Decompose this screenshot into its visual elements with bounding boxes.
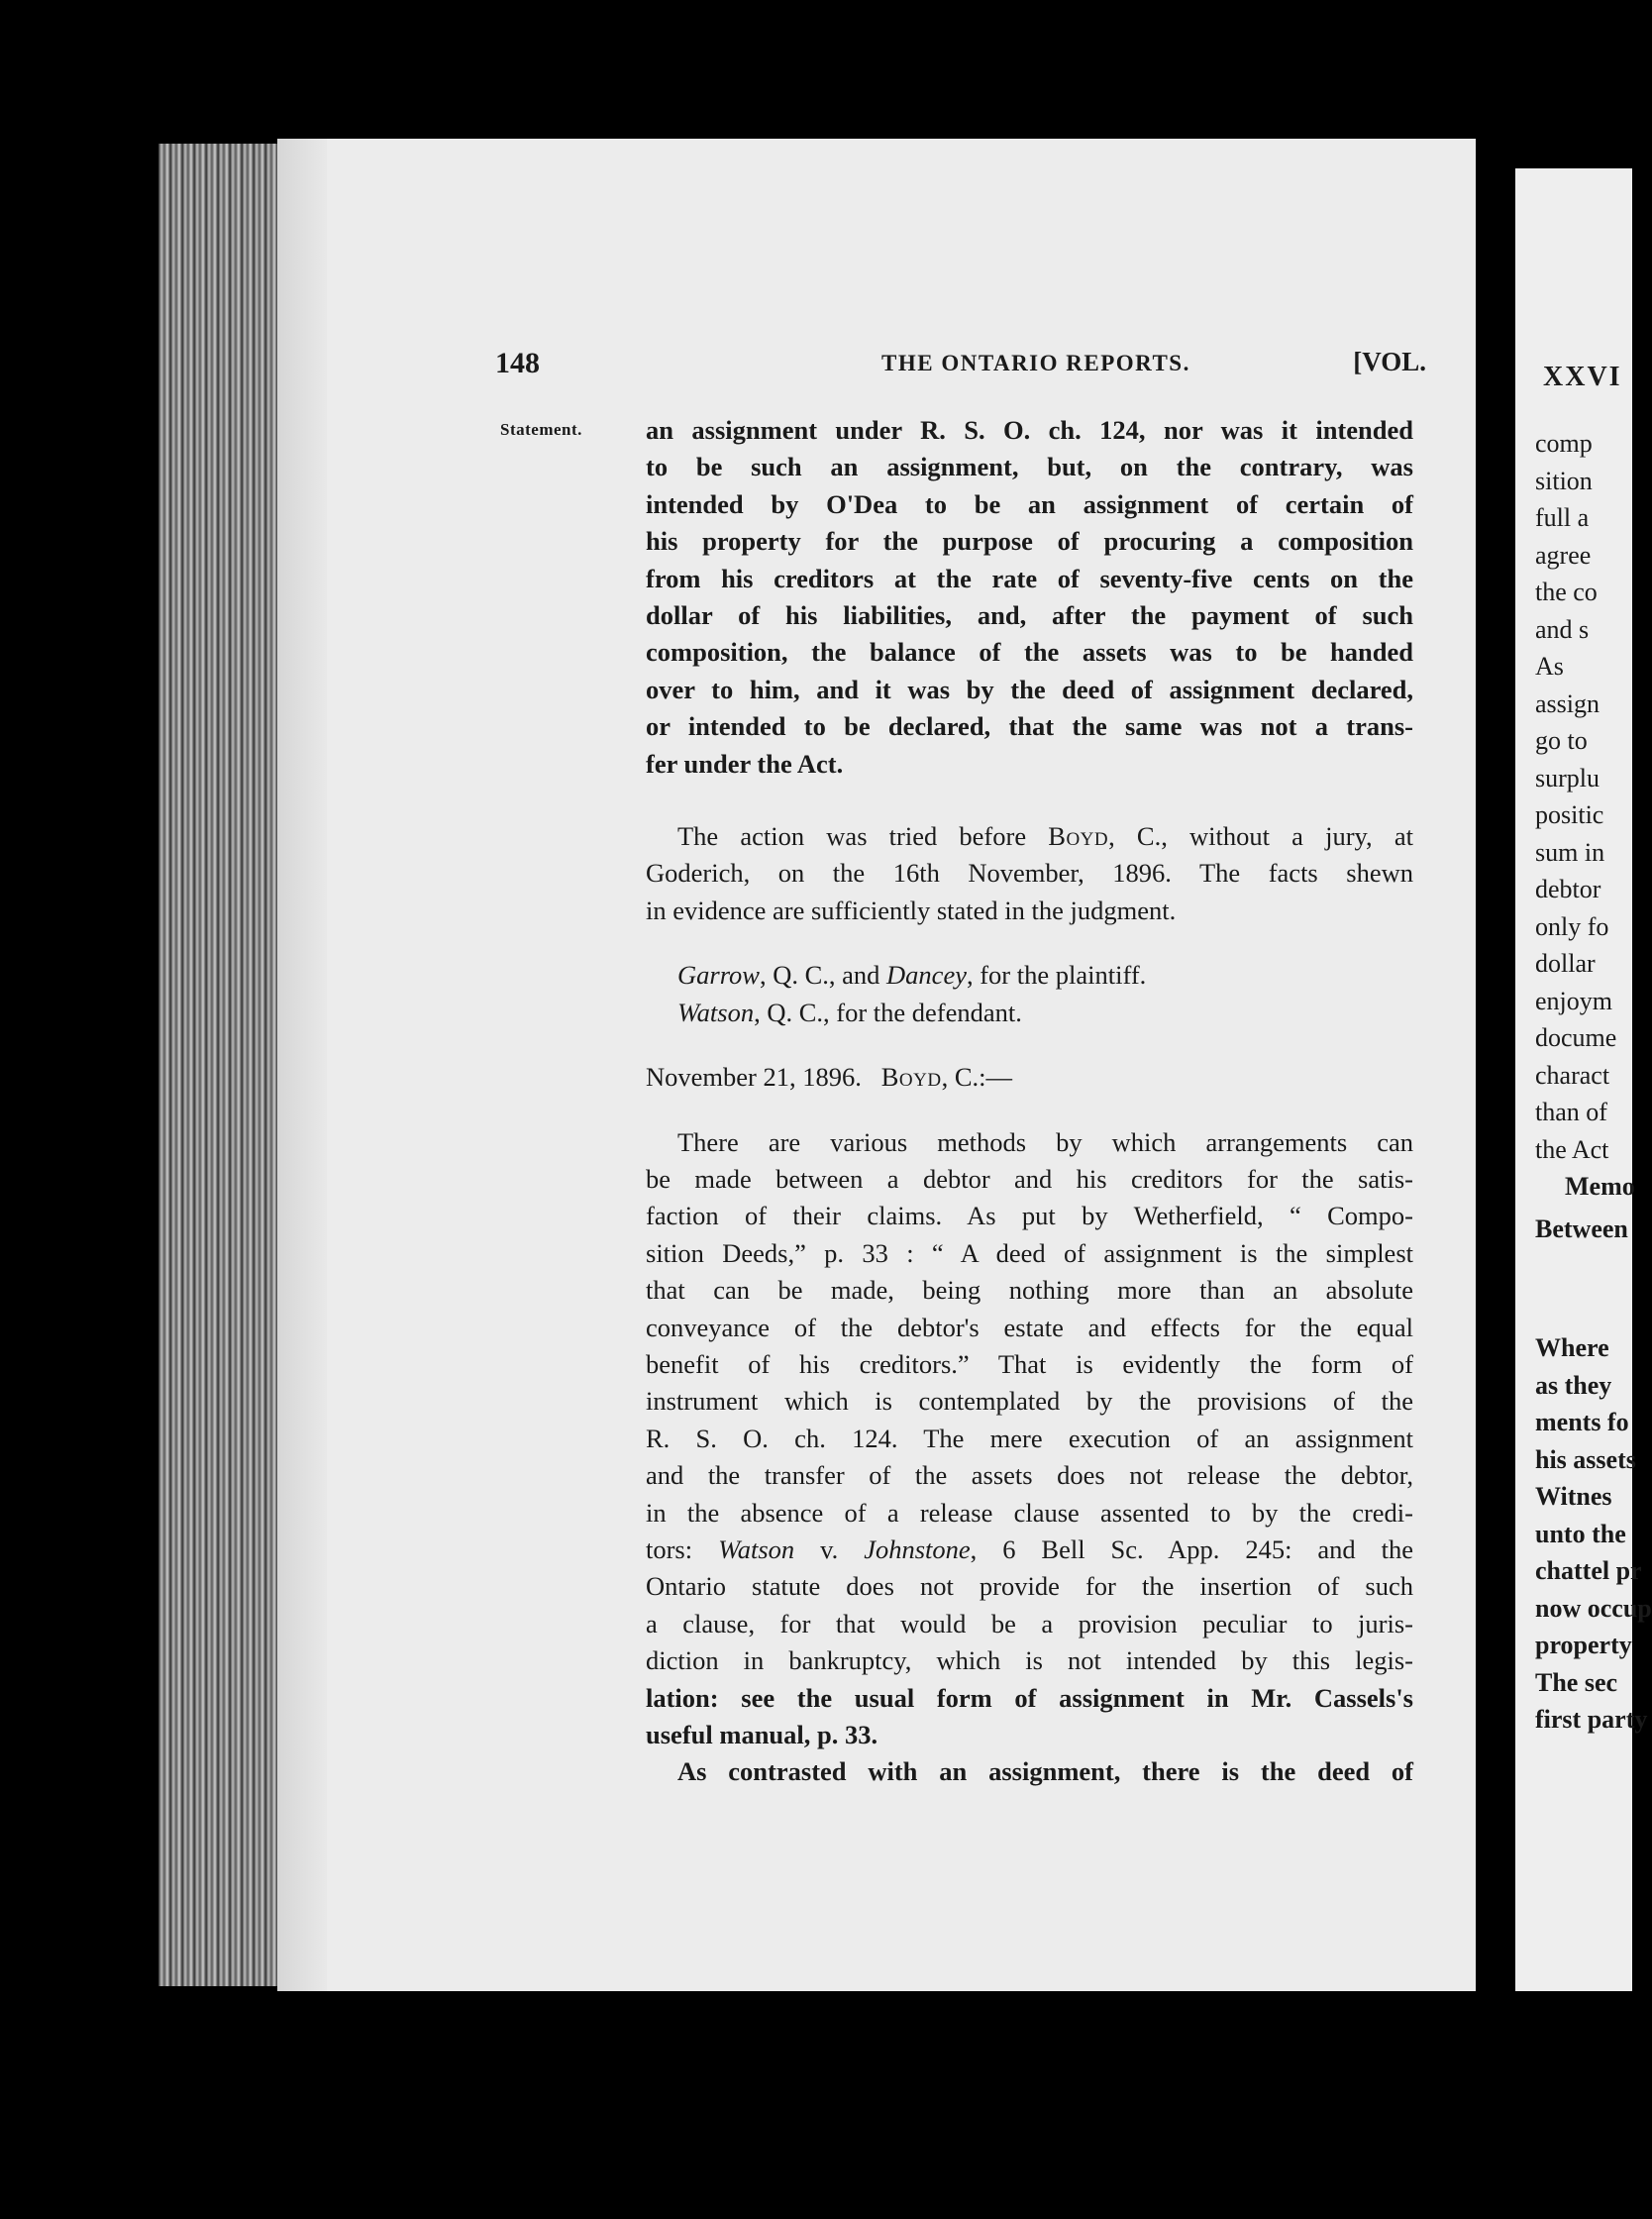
text-line: an assignment under R. S. O. ch. 124, nor was it intended <box>646 415 1413 445</box>
facing-page-line: the co <box>1535 578 1598 606</box>
judgment-paragraph <box>646 1124 1413 1754</box>
text-line: Ontario statute does not provide for the insertion of such <box>646 1571 1413 1602</box>
facing-page-line: docume <box>1535 1023 1617 1052</box>
facing-page-line: Witnes <box>1535 1482 1612 1511</box>
trial-paragraph <box>646 818 1413 929</box>
text-line: to be such an assignment, but, on the contrary, was <box>646 452 1413 482</box>
facing-page-line: debtor <box>1535 875 1601 903</box>
facing-page-line: Where <box>1535 1333 1609 1362</box>
text-line: in evidence are sufficiently stated in the judgment. <box>646 895 1177 925</box>
facing-page-line: as they <box>1535 1370 1612 1400</box>
text-line: fer under the Act. <box>646 748 844 779</box>
page-body <box>646 412 1413 1791</box>
facing-page-line: only fo <box>1535 911 1609 941</box>
facing-page-line: his assets <box>1535 1444 1636 1474</box>
text-line: There are various methods by which arrangements can <box>677 1126 1413 1157</box>
text-line: intended by O'Dea to be an assignment of certain of <box>646 488 1413 519</box>
volume-label: [VOL. <box>1353 347 1426 376</box>
facing-page <box>1515 168 1652 1991</box>
text-line: or intended to be declared, that the same was not a trans- <box>646 711 1413 742</box>
facing-page-line: positic <box>1535 800 1604 829</box>
text-line: faction of their claims. As put by Wetherfield, “ Compo- <box>646 1201 1413 1231</box>
text-line: from his creditors at the rate of seventy-five cents on the <box>646 563 1413 593</box>
facing-page-line: comp <box>1535 429 1593 458</box>
facing-page-line: than of <box>1535 1098 1607 1126</box>
facing-page-line: dollar <box>1535 949 1596 978</box>
facing-page-line: surplu <box>1535 763 1600 792</box>
text-line: sition Deeds,” p. 33 : “ A deed of assignment is the simplest <box>646 1237 1413 1268</box>
text-line: R. S. O. ch. 124. The mere execution of an assignment <box>646 1423 1413 1453</box>
page-number: 148 <box>495 347 540 379</box>
text-line: and the transfer of the assets does not release the debtor, <box>646 1460 1413 1491</box>
facing-page-line: go to <box>1535 726 1588 755</box>
text-line: that can be made, being nothing more than an absolute <box>646 1275 1413 1306</box>
text-line: instrument which is contemplated by the provisions of the <box>646 1386 1413 1417</box>
facing-page-line: The sec <box>1535 1667 1618 1697</box>
text-line: composition, the balance of the assets was to be handed <box>646 637 1413 668</box>
text-line: in the absence of a release clause assented to by the credi- <box>646 1497 1413 1528</box>
facing-page-line: full a <box>1535 503 1590 532</box>
facing-page-line: chattel pr <box>1535 1556 1642 1585</box>
counsel-block <box>646 957 1413 1031</box>
facing-page-line: Between <box>1535 1215 1628 1243</box>
running-head: THE ONTARIO REPORTS. <box>881 351 1190 375</box>
facing-page-line: charact <box>1535 1060 1610 1090</box>
text-line: be made between a debtor and his creditors for the satis- <box>646 1163 1413 1194</box>
text-line: diction in bankruptcy, which is not intended by this legis- <box>646 1645 1413 1676</box>
text-line: a clause, for that would be a provision peculiar to juris- <box>646 1608 1413 1638</box>
text-line: useful manual, p. 33. <box>646 1720 878 1749</box>
text-line: lation: see the usual form of assignment in Mr. Cassels's <box>646 1682 1413 1713</box>
facing-page-line: assign <box>1535 688 1600 718</box>
facing-page-line: now occup <box>1535 1593 1652 1623</box>
facing-page-line: property <box>1535 1631 1632 1659</box>
text-line: The action was tried before Boyd, C., without a jury, at <box>677 821 1413 852</box>
page-header <box>495 347 1426 390</box>
counsel-plaintiff: Garrow, Q. C., and Dancey, for the plaintiff. <box>677 960 1147 991</box>
facing-page-line: sition <box>1535 466 1593 495</box>
facing-page-line: As <box>1535 652 1564 681</box>
text-line: conveyance of the debtor's estate and effects for the equal <box>646 1312 1413 1342</box>
facing-page-line: Memo <box>1565 1172 1635 1201</box>
facing-page-line: ments fo <box>1535 1408 1629 1436</box>
facing-page-line: unto the <box>1535 1519 1626 1548</box>
judge-name: Boyd <box>1048 821 1109 852</box>
facing-page-line: enjoym <box>1535 986 1612 1015</box>
case-name: Johnstone <box>864 1533 971 1564</box>
text-line: dollar of his liabilities, and, after the payment of such <box>646 600 1413 631</box>
text-line: benefit of his creditors.” That is evidently the form of <box>646 1348 1413 1379</box>
text-line: over to him, and it was by the deed of assignment declared, <box>646 674 1413 704</box>
case-name: Watson <box>718 1533 795 1564</box>
facing-page-line: and s <box>1535 614 1590 644</box>
text-line: tors: Watson v. Johnstone, 6 Bell Sc. App. 245: and the <box>646 1533 1413 1564</box>
judgment-date-line: November 21, 1896. Boyd, C.:— <box>646 1062 1012 1093</box>
counsel-defendant: Watson, Q. C., for the defendant. <box>677 997 1022 1027</box>
book-page-edges <box>158 144 277 1986</box>
facing-page-header: XXVI <box>1543 362 1622 392</box>
text-line: his property for the purpose of procuring a composition <box>646 526 1413 557</box>
facing-page-line: the Act <box>1535 1134 1609 1164</box>
statement-paragraph <box>646 412 1413 783</box>
text-line: Goderich, on the 16th November, 1896. The facts shewn <box>646 858 1413 889</box>
facing-page-line: first party <box>1535 1705 1648 1734</box>
text-line: As contrasted with an assignment, there is the deed of <box>677 1756 1413 1787</box>
statement-side-note: Statement. <box>500 420 582 439</box>
facing-page-line: agree <box>1535 540 1592 570</box>
facing-page-line: sum in <box>1535 837 1605 867</box>
